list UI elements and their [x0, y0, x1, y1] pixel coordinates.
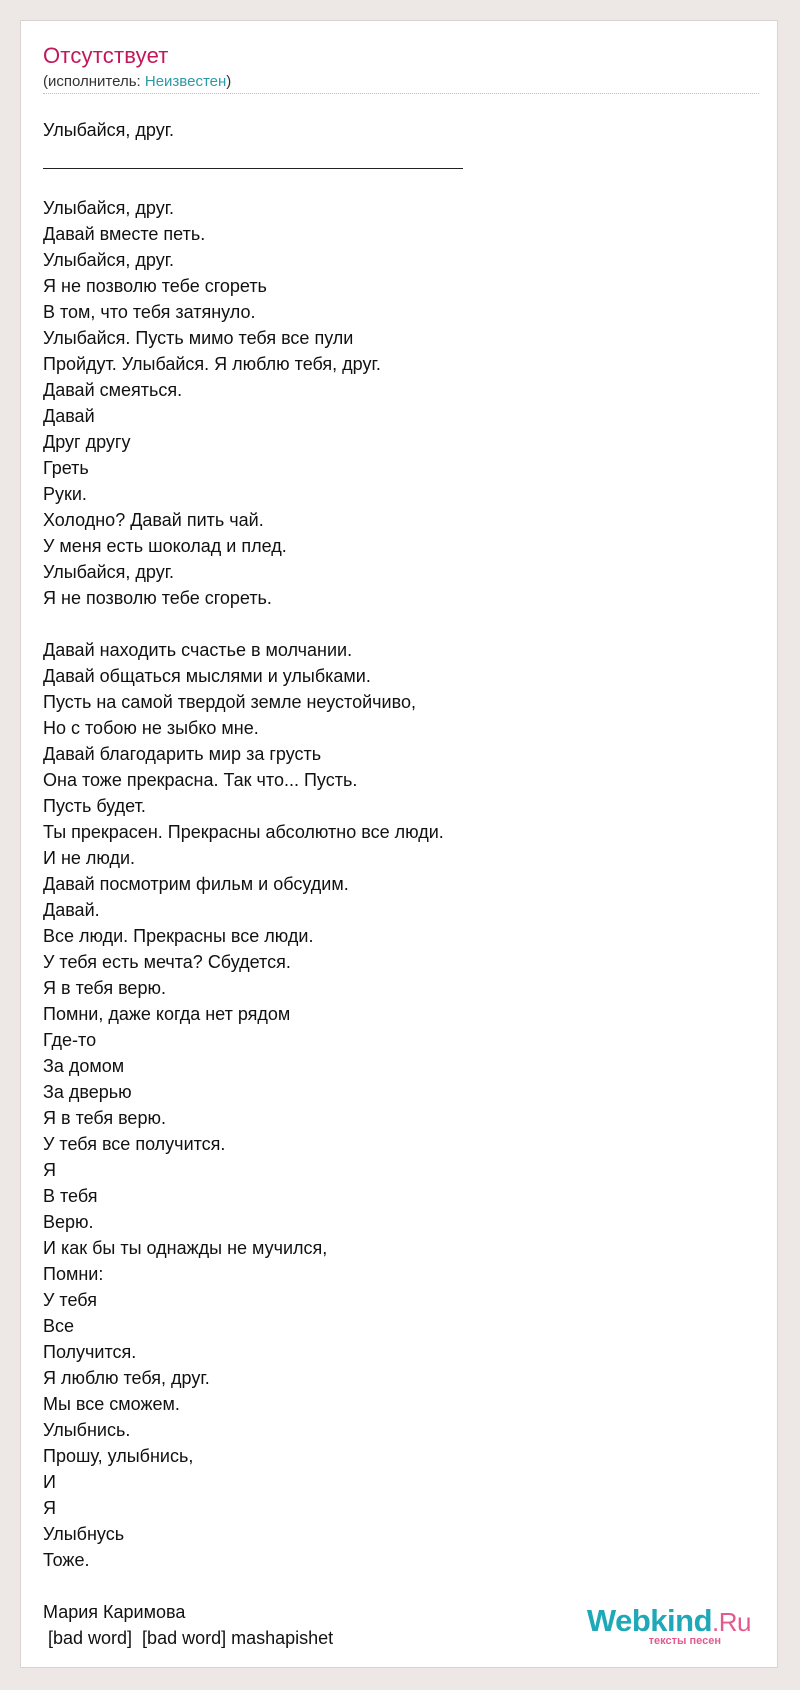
lyric-line: Давай находить счастье в молчании.: [43, 640, 353, 660]
artist-prefix: (исполнитель:: [43, 73, 145, 90]
lyric-line: У меня есть шоколад и плед.: [43, 536, 287, 556]
lyric-line: У тебя есть мечта? Сбудется.: [43, 952, 291, 972]
lyric-line: Давай.: [43, 900, 100, 920]
lyric-line: [43, 611, 743, 637]
lyric-line: [43, 1573, 743, 1599]
lyric-line: Пусть на самой твердой земле неустойчиво,: [43, 692, 416, 712]
artist-line: [43, 73, 231, 90]
lyric-line: Улыбнусь: [43, 1524, 125, 1544]
lyric-line: Давай смеяться.: [43, 380, 183, 400]
lyric-line: Прошу, улыбнись,: [43, 1446, 194, 1466]
lyric-line: За домом: [43, 1056, 125, 1076]
logo-tagline: тексты песен: [648, 1635, 721, 1647]
lyric-line: Помни:: [43, 1264, 104, 1284]
lyric-line: Помни, даже когда нет рядом: [43, 1004, 291, 1024]
lyric-line: Улыбайся, друг.: [43, 250, 175, 270]
lyric-line: Улыбайся. Пусть мимо тебя все пули: [43, 328, 354, 348]
lyric-line: Я не позволю тебе сгореть.: [43, 588, 272, 608]
lyric-line: Давай общаться мыслями и улыбками.: [43, 666, 371, 686]
lyric-line: Пройдут. Улыбайся. Я люблю тебя, друг.: [43, 354, 381, 374]
webkind-logo[interactable]: [541, 1603, 751, 1649]
lyric-line: Где-то: [43, 1030, 97, 1050]
lyric-line: Я: [43, 1498, 56, 1518]
lyric-line: Холодно? Давай пить чай.: [43, 510, 264, 530]
lyric-line: В том, что тебя затянуло.: [43, 302, 256, 322]
lyric-line: Все: [43, 1316, 75, 1336]
lyric-line: Ты прекрасен. Прекрасны абсолютно все люди.: [43, 822, 444, 842]
lyric-line: Но с тобою не зыбко мне.: [43, 718, 259, 738]
lyric-line: Давай: [43, 406, 95, 426]
lyric-line: Улыбайся, друг.: [43, 198, 175, 218]
lyric-line: Я люблю тебя, друг.: [43, 1368, 210, 1388]
lyric-line: Тоже.: [43, 1550, 90, 1570]
lyric-line: Мария Каримова: [43, 1602, 186, 1622]
lyrics-separator-line: [43, 143, 463, 169]
lyric-line: За дверью: [43, 1082, 132, 1102]
lyric-line: Верю.: [43, 1212, 94, 1232]
lyric-line: Я в тебя верю.: [43, 978, 166, 998]
lyric-line: И как бы ты однажды не мучился,: [43, 1238, 328, 1258]
lyric-line: Улыбайся, друг.: [43, 562, 175, 582]
artist-suffix: ): [226, 73, 232, 90]
lyric-line: Она тоже прекрасна. Так что... Пусть.: [43, 770, 358, 790]
dotted-divider: [43, 93, 759, 94]
lyric-line: И: [43, 1472, 56, 1492]
lyric-line: [43, 169, 743, 195]
lyric-line: Все люди. Прекрасны все люди.: [43, 926, 314, 946]
lyric-line: В тебя: [43, 1186, 98, 1206]
lyric-line: Получится.: [43, 1342, 137, 1362]
lyric-line: [bad word] [bad word] mashapishet: [43, 1628, 334, 1648]
lyric-line: У тебя: [43, 1290, 97, 1310]
lyrics-heading-line: Улыбайся, друг.: [43, 120, 175, 140]
lyric-line: У тебя все получится.: [43, 1134, 226, 1154]
artist-link[interactable]: Неизвестен: [144, 73, 227, 90]
lyric-line: И не люди.: [43, 848, 136, 868]
lyric-line: Пусть будет.: [43, 796, 146, 816]
lyric-line: Давай благодарить мир за грусть: [43, 744, 322, 764]
lyric-line: Руки.: [43, 484, 87, 504]
lyric-line: Друг другу: [43, 432, 131, 452]
lyric-line: Я: [43, 1160, 56, 1180]
lyric-line: Давай вместе петь.: [43, 224, 206, 244]
lyrics-lines: [43, 169, 743, 1651]
lyric-line: Мы все сможем.: [43, 1394, 180, 1414]
lyric-line: Я в тебя верю.: [43, 1108, 166, 1128]
lyrics-card: [20, 20, 778, 1668]
lyric-line: Я не позволю тебе сгореть: [43, 276, 267, 296]
lyrics-body: [43, 117, 743, 1651]
lyric-line: Улыбнись.: [43, 1420, 131, 1440]
song-title: Отсутствует: [43, 43, 169, 68]
logo-main-text: Webkind: [586, 1603, 713, 1638]
lyric-line: Греть: [43, 458, 89, 478]
lyric-line: Давай посмотрим фильм и обсудим.: [43, 874, 349, 894]
logo-suffix-text: .Ru: [712, 1607, 751, 1637]
